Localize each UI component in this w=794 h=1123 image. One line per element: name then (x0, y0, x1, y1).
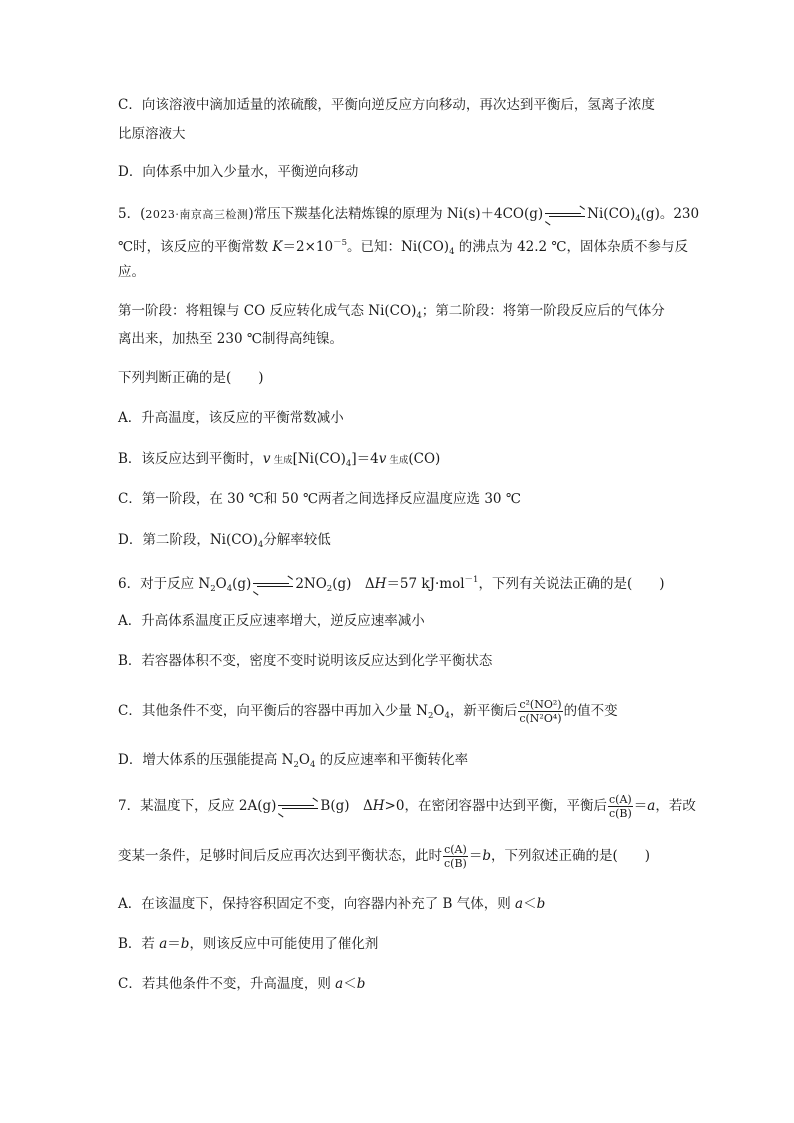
q5-prompt: 下列判断正确的是( ) (118, 370, 264, 386)
equilibrium-arrow-icon (253, 580, 293, 590)
q5-stem-line3: 应。 (118, 264, 145, 280)
q5-stem-line2: ℃时，该反应的平衡常数 $K=2\times 10^{-5}$。已知：$Ni(CO)_4$ 的沸点为 42.2 ℃，固体杂质不参与反 (118, 238, 689, 257)
q4-option-d: D．向体系中加入少量水，平衡逆向移动 (118, 164, 359, 180)
q6-fraction: $\frac{\text{c²(NO²)}}{\text{c(N²O⁴)}}$ (519, 698, 562, 725)
q5-source: 2023·南京高三检测 (145, 208, 249, 221)
q7-option-c: C．若其他条件不变，升高温度，则 a＜b (118, 976, 366, 992)
q5-stage-line2: 离出来，加热至 230 ℃制得高纯镍。 (118, 331, 343, 347)
q5-option-c: C．第一阶段，在 30 ℃和 50 ℃两者之间选择反应温度应选 30 ℃ (118, 491, 521, 507)
q6-option-a: A．升高体系温度正反应速率增大，逆反应速率减小 (118, 613, 425, 629)
q7-stem-line1: 7．某温度下，反应 2A(g) B(g) ΔH>0，在密闭容器中达到平衡，平衡后 $\frac{c(A)}{c(B)}$ ＝a，若改 (118, 793, 696, 820)
q7-option-b: B．若 a＝b，则该反应中可能使用了催化剂 (118, 936, 379, 952)
q4-option-c-line1: C．向该溶液中滴加适量的浓硫酸，平衡向逆反应方向移动，再次达到平衡后，氢离子浓度 (118, 97, 655, 113)
q6-option-d: D．增大体系的压强能提高 $N_2O_4$ 的反应速率和平衡转化率 (118, 752, 469, 770)
q4-option-c-line2: 比原溶液大 (118, 126, 186, 142)
q5-option-d: D．第二阶段，$Ni(CO)_4$分解率较低 (118, 532, 331, 550)
equilibrium-arrow-icon (278, 802, 318, 812)
q7-fraction-1: $\frac{c(A)}{c(B)}$ (608, 793, 632, 820)
q6-option-c: C．其他条件不变，向平衡后的容器中再加入少量 $N_2O_4$，新平衡后 $\frac{\text{c²(NO²)}}{\text{c(N²O⁴)}}$ 的值不变 (118, 698, 618, 725)
q5-option-b: B．该反应达到平衡时，v 生成$[Ni(CO)_4]=4v$ 生成(CO) (118, 451, 441, 469)
q5-stage-line1: 第一阶段：将粗镍与 CO 反应转化成气态 $Ni(CO)_4$；第二阶段：将第一阶段反应后的气体分 (118, 303, 665, 321)
q7-fraction-2: $\frac{c(A)}{c(B)}$ (444, 843, 467, 870)
q7-stem-line2: 变某一条件，足够时间后反应再次达到平衡状态，此时 $\frac{c(A)}{c(B)}$ ＝b，下列叙述正确的是( ) (118, 843, 651, 870)
q6-option-b: B．若容器体积不变，密度不变时说明该反应达到化学平衡状态 (118, 653, 493, 669)
q6-stem: 6．对于反应 $N_2O_4(g)$ $2NO_2(g)$ ΔH＝57 kJ·mol$^{-1}$，下列有关说法正确的是( ) (118, 575, 665, 594)
q7-option-a: A．在该温度下，保持容积固定不变，向容器内补充了 B 气体，则 a＜b (118, 896, 546, 912)
q5-option-a: A．升高温度，该反应的平衡常数减小 (118, 410, 344, 426)
equilibrium-arrow-icon (545, 210, 585, 220)
q5-stem-line1: 5．(2023·南京高三检测)常压下羰基化法精炼镍的原理为 Ni(s)＋4CO(g) $Ni(CO)_4(g)$。230 (118, 206, 700, 224)
